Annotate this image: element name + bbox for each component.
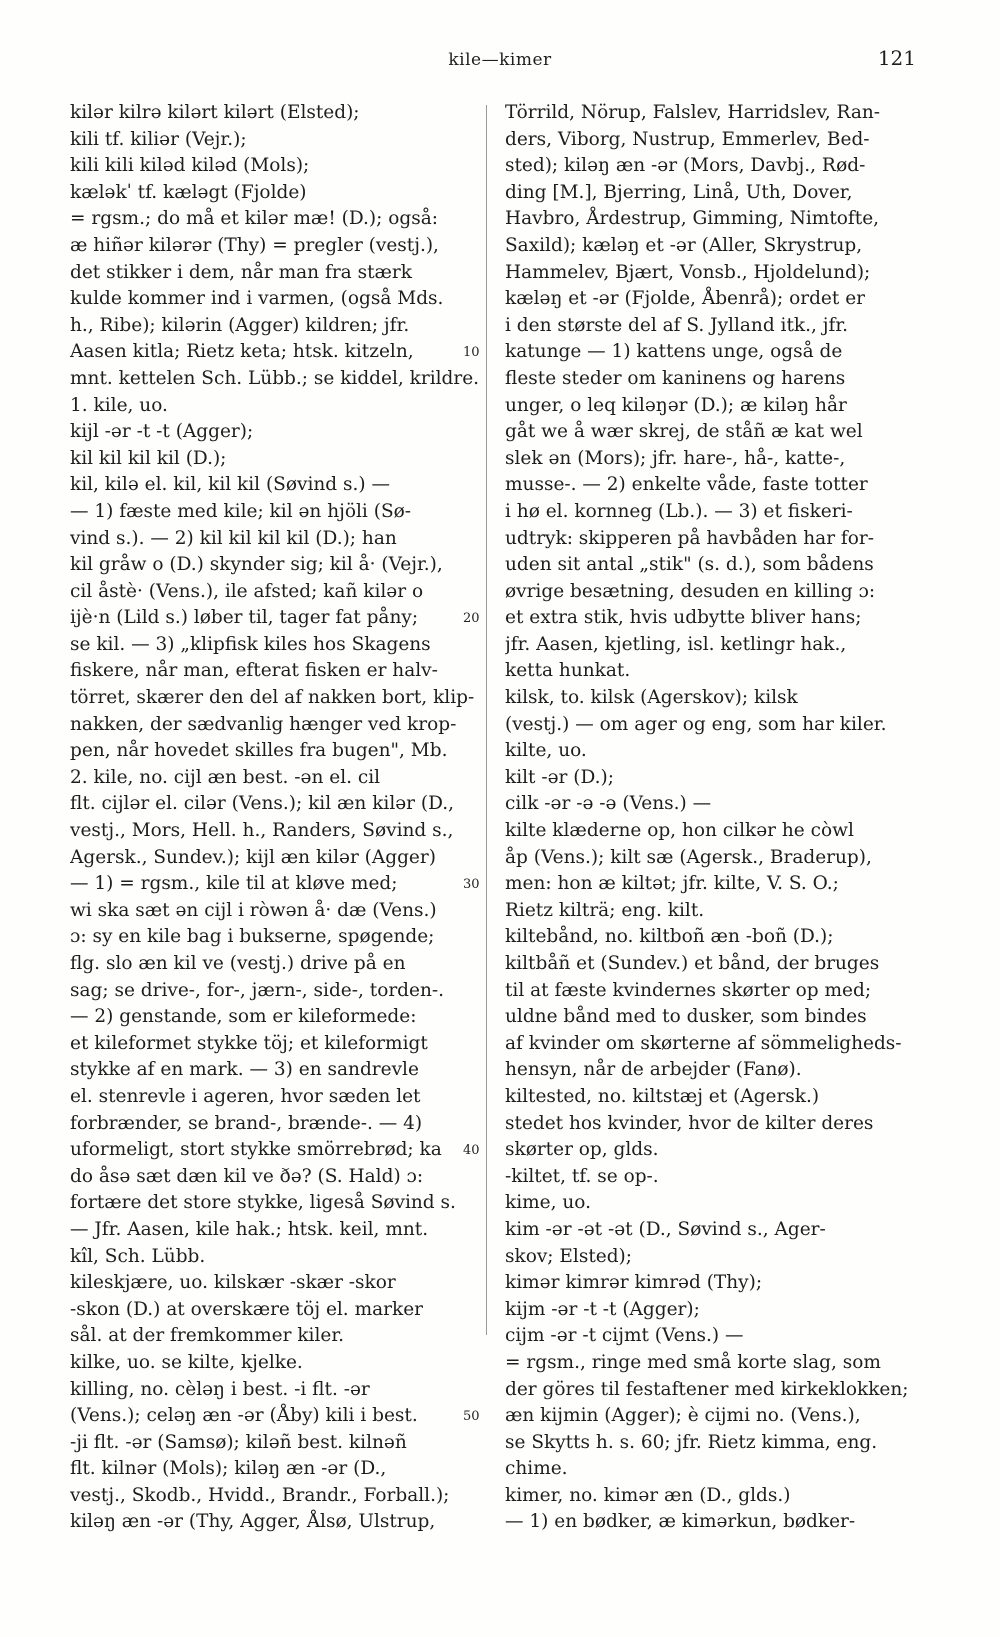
right-column-line: jfr. Aasen, kjetling, isl. ketlingr hak., bbox=[505, 633, 847, 655]
right-column-line: øvrige besætning, desuden en killing ɔ: bbox=[505, 580, 876, 602]
left-column-line: det stikker i dem, når man fra stærk bbox=[70, 261, 412, 283]
left-column-line: flt. cijlər el. cilər (Vens.); kil æn kilər (D., bbox=[70, 793, 455, 815]
left-column-line: kijl -ər -t -t (Agger); bbox=[70, 421, 254, 443]
right-column-line: — 1) en bødker, æ kimərkun, bødker- bbox=[505, 1511, 856, 1533]
left-column-line: vestj., Mors, Hell. h., Randers, Søvind s., bbox=[70, 820, 454, 842]
left-column-line: æ hiñər kilərər (Thy) = pregler (vestj.), bbox=[70, 234, 439, 256]
left-column-line: do åsə sæt dæn kil ve ðə? (S. Hald) ɔ: bbox=[70, 1165, 424, 1187]
right-column-line: ketta hunkat. bbox=[505, 660, 631, 682]
right-column-line: men: hon æ kiltət; jfr. kilte, V. S. O.; bbox=[505, 873, 839, 895]
right-column-line: til at fæste kvindernes skørter op med; bbox=[505, 979, 872, 1001]
left-column-line: kil, kilə el. kil, kil kil (Søvind s.) — bbox=[70, 474, 390, 496]
right-column bbox=[505, 100, 925, 1536]
right-column-line: skørter op, glds. bbox=[505, 1139, 659, 1161]
left-column-line: vestj., Skodb., Hvidd., Brandr., Forball.); bbox=[70, 1484, 450, 1506]
right-column-line: æn kijmin (Agger); è cijmi no. (Vens.), bbox=[505, 1405, 861, 1427]
left-column-line: 1. kile, uo. bbox=[70, 394, 168, 416]
left-column-line: et kileformet stykke töj; et kileformigt bbox=[70, 1032, 428, 1054]
left-column-line: pen, når hovedet skilles fra bugen", Mb. bbox=[70, 740, 448, 762]
right-column-line: -kiltet, tf. se op-. bbox=[505, 1165, 659, 1187]
right-column-line: kimər kimrər kimrəd (Thy); bbox=[505, 1272, 763, 1294]
right-column-line: uldne bånd med to dusker, som bindes bbox=[505, 1006, 867, 1028]
left-column-line: mnt. kettelen Sch. Lübb.; se kiddel, krildre. bbox=[70, 367, 480, 389]
right-column-line: Havbro, Årdestrup, Gimming, Nimtofte, bbox=[505, 208, 880, 230]
left-column-line: Aasen kitla; Rietz keta; htsk. kitzeln, bbox=[70, 341, 414, 363]
left-column-line: 2. kile, no. cijl æn best. -ən el. cil bbox=[70, 766, 381, 788]
left-column-line: törret, skærer den del af nakken bort, klip- bbox=[70, 687, 475, 709]
left-column-line: cil åstè· (Vens.), ile afsted; kañ kilər o bbox=[70, 580, 424, 602]
left-column-line: el. stenrevle i ageren, hvor sæden let bbox=[70, 1085, 421, 1107]
left-column-line: = rgsm.; do må et kilər mæ! (D.); også: bbox=[70, 208, 438, 230]
left-column-line: killing, no. cèləŋ i best. -i flt. -ər bbox=[70, 1378, 370, 1400]
right-column-line: kiltested, no. kiltstæj et (Agersk.) bbox=[505, 1085, 820, 1107]
right-column-line: fleste steder om kaninens og harens bbox=[505, 367, 846, 389]
right-column-line: chime. bbox=[505, 1458, 568, 1480]
left-column-line: kilke, uo. se kilte, kjelke. bbox=[70, 1351, 303, 1373]
right-column-line: slek ən (Mors); jfr. hare-, hå-, katte-, bbox=[505, 447, 846, 469]
left-column bbox=[70, 100, 490, 1536]
right-column-line: kimer, no. kimər æn (D., glds.) bbox=[505, 1484, 791, 1506]
right-column-line: kilsk, to. kilsk (Agerskov); kilsk bbox=[505, 687, 798, 709]
left-column-line: — Jfr. Aasen, kile hak.; htsk. keil, mnt. bbox=[70, 1218, 429, 1240]
right-column-line: der göres til festaftener med kirkeklokken; bbox=[505, 1378, 909, 1400]
right-column-line: Saxild); kæləŋ et -ər (Aller, Skrystrup, bbox=[505, 234, 863, 256]
line-number: 10 bbox=[463, 345, 480, 361]
left-column-line: -skon (D.) at overskære töj el. marker bbox=[70, 1298, 423, 1320]
left-column-line: kili tf. kiliər (Vejr.); bbox=[70, 128, 247, 150]
left-column-line: ɔ: sy en kile bag i bukserne, spøgende; bbox=[70, 926, 435, 948]
left-column-line: flt. kilnər (Mols); kiləŋ æn -ər (D., bbox=[70, 1458, 387, 1480]
left-column-line: -ji flt. -ər (Samsø); kiləñ best. kilnəñ bbox=[70, 1431, 407, 1453]
left-column-line: wi ska sæt ən cijl i ròwən å· dæ (Vens.) bbox=[70, 899, 437, 921]
right-column-line: et extra stik, hvis udbytte bliver hans; bbox=[505, 607, 862, 629]
right-column-line: kiltebånd, no. kiltboñ æn -boñ (D.); bbox=[505, 926, 834, 948]
line-number: 30 bbox=[463, 877, 480, 893]
right-column-line: uden sit antal „stik" (s. d.), som bådens bbox=[505, 554, 874, 576]
right-column-line: åp (Vens.); kilt sæ (Agersk., Braderup), bbox=[505, 846, 872, 868]
left-column-line: kæləkˈ tf. kæləgt (Fjolde) bbox=[70, 181, 307, 203]
left-column-line: kiləŋ æn -ər (Thy, Agger, Ålsø, Ulstrup, bbox=[70, 1511, 436, 1533]
left-column-line: — 1) = rgsm., kile til at kløve med; bbox=[70, 873, 398, 895]
left-column-line: sag; se drive-, for-, jærn-, side-, torden-. bbox=[70, 979, 445, 1001]
right-column-line: musse-. — 2) enkelte våde, faste totter bbox=[505, 474, 868, 496]
right-column-line: gåt we å wær skrej, de ståñ æ kat wel bbox=[505, 421, 863, 443]
left-column-line: h., Ribe); kilərin (Agger) kildren; jfr. bbox=[70, 314, 410, 336]
left-column-line: kileskjære, uo. kilskær -skær -skor bbox=[70, 1272, 396, 1294]
page-number: 121 bbox=[877, 46, 916, 70]
right-column-line: kilte klæderne op, hon cilkər he còwl bbox=[505, 820, 854, 842]
left-column-line: vind s.). — 2) kil kil kil kil (D.); han bbox=[70, 527, 397, 549]
right-column-line: cijm -ər -t cijmt (Vens.) — bbox=[505, 1325, 744, 1347]
line-number: 50 bbox=[463, 1409, 480, 1425]
left-column-line: se kil. — 3) „klipfisk kiles hos Skagens bbox=[70, 633, 431, 655]
right-column-line: kiltbåñ et (Sundev.) et bånd, der bruges bbox=[505, 953, 880, 974]
right-column-line: unger, o leq kiləŋər (D.); æ kiləŋ hår bbox=[505, 394, 847, 416]
right-column-line: udtryk: skipperen på havbåden har for- bbox=[505, 527, 875, 549]
right-column-line: skov; Elsted); bbox=[505, 1245, 632, 1267]
right-column-line: i hø el. kornneg (Lb.). — 3) et fiskeri- bbox=[505, 500, 853, 522]
right-column-line: Hammelev, Bjært, Vonsb., Hjoldelund); bbox=[505, 261, 871, 283]
right-column-line: hensyn, når de arbejder (Fanø). bbox=[505, 1059, 802, 1081]
left-column-line: kili kili kiləd kiləd (Mols); bbox=[70, 155, 310, 177]
line-number: 40 bbox=[463, 1143, 480, 1159]
left-column-line: fortære det store stykke, ligeså Søvind s. bbox=[70, 1192, 456, 1214]
left-column-line: kil kil kil kil (D.); bbox=[70, 447, 227, 469]
right-column-line: Rietz kilträ; eng. kilt. bbox=[505, 899, 705, 921]
right-column-line: kijm -ər -t -t (Agger); bbox=[505, 1298, 700, 1320]
left-column-line: uformeligt, stort stykke smörrebrød; ka bbox=[70, 1139, 442, 1161]
left-column-line: kîl, Sch. Lübb. bbox=[70, 1245, 206, 1267]
line-number: 20 bbox=[463, 611, 480, 627]
left-column-line: nakken, der sædvanlig hænger ved krop- bbox=[70, 713, 457, 735]
right-column-line: kilt -ər (D.); bbox=[505, 766, 615, 788]
right-column-line: i den største del af S. Jylland itk., jfr. bbox=[505, 314, 849, 336]
left-column-line: (Vens.); celəŋ æn -ər (Åby) kili i best. bbox=[70, 1405, 418, 1427]
left-column-line: kilər kilrə kilərt kilərt (Elsted); bbox=[70, 102, 360, 123]
right-column-line: cilk -ər -ə -ə (Vens.) — bbox=[505, 793, 712, 815]
right-column-line: af kvinder om skørterne af sömmeligheds- bbox=[505, 1032, 902, 1054]
right-column-line: (vestj.) — om ager og eng, som har kiler. bbox=[505, 713, 887, 735]
right-column-line: = rgsm., ringe med små korte slag, som bbox=[505, 1351, 881, 1373]
left-column-line: ijè·n (Lild s.) løber til, tager fat påny; bbox=[70, 607, 419, 629]
right-column-line: stedet hos kvinder, hvor de kilter deres bbox=[505, 1112, 874, 1134]
left-column-line: fiskere, når man, efterat fisken er halv- bbox=[70, 660, 438, 682]
right-column-line: kime, uo. bbox=[505, 1192, 591, 1214]
right-column-line: se Skytts h. s. 60; jfr. Rietz kimma, eng. bbox=[505, 1431, 878, 1453]
left-column-line: stykke af en mark. — 3) en sandrevle bbox=[70, 1059, 419, 1081]
right-column-line: ders, Viborg, Nustrup, Emmerlev, Bed- bbox=[505, 128, 870, 150]
right-column-line: katunge — 1) kattens unge, også de bbox=[505, 341, 843, 363]
right-column-line: Törrild, Nörup, Falslev, Harridslev, Ran- bbox=[505, 102, 881, 123]
left-column-line: — 2) genstande, som er kileformede: bbox=[70, 1006, 417, 1028]
left-column-line: Agersk., Sundev.); kijl æn kilər (Agger) bbox=[70, 846, 436, 868]
right-column-line: kæləŋ et -ər (Fjolde, Åbenrå); ordet er bbox=[505, 288, 865, 310]
right-column-line: ding [M.], Bjerring, Linå, Uth, Dover, bbox=[505, 181, 853, 203]
running-head: kile—kimer bbox=[448, 50, 552, 70]
left-column-line: — 1) fæste med kile; kil ən hjöli (Sø- bbox=[70, 500, 412, 522]
left-column-line: flg. slo æn kil ve (vestj.) drive på en bbox=[70, 953, 406, 974]
left-column-line: sål. at der fremkommer kiler. bbox=[70, 1325, 345, 1347]
right-column-line: kim -ər -ət -ət (D., Søvind s., Ager- bbox=[505, 1218, 826, 1240]
right-column-line: sted); kiləŋ æn -ər (Mors, Davbj., Rød- bbox=[505, 155, 866, 177]
right-column-line: kilte, uo. bbox=[505, 740, 587, 762]
left-column-line: kulde kommer ind i varmen, (også Mds. bbox=[70, 288, 444, 310]
left-column-line: kil gråw o (D.) skynder sig; kil å· (Vejr.), bbox=[70, 554, 443, 576]
left-column-line: forbrænder, se brand-, brænde-. — 4) bbox=[70, 1112, 423, 1134]
